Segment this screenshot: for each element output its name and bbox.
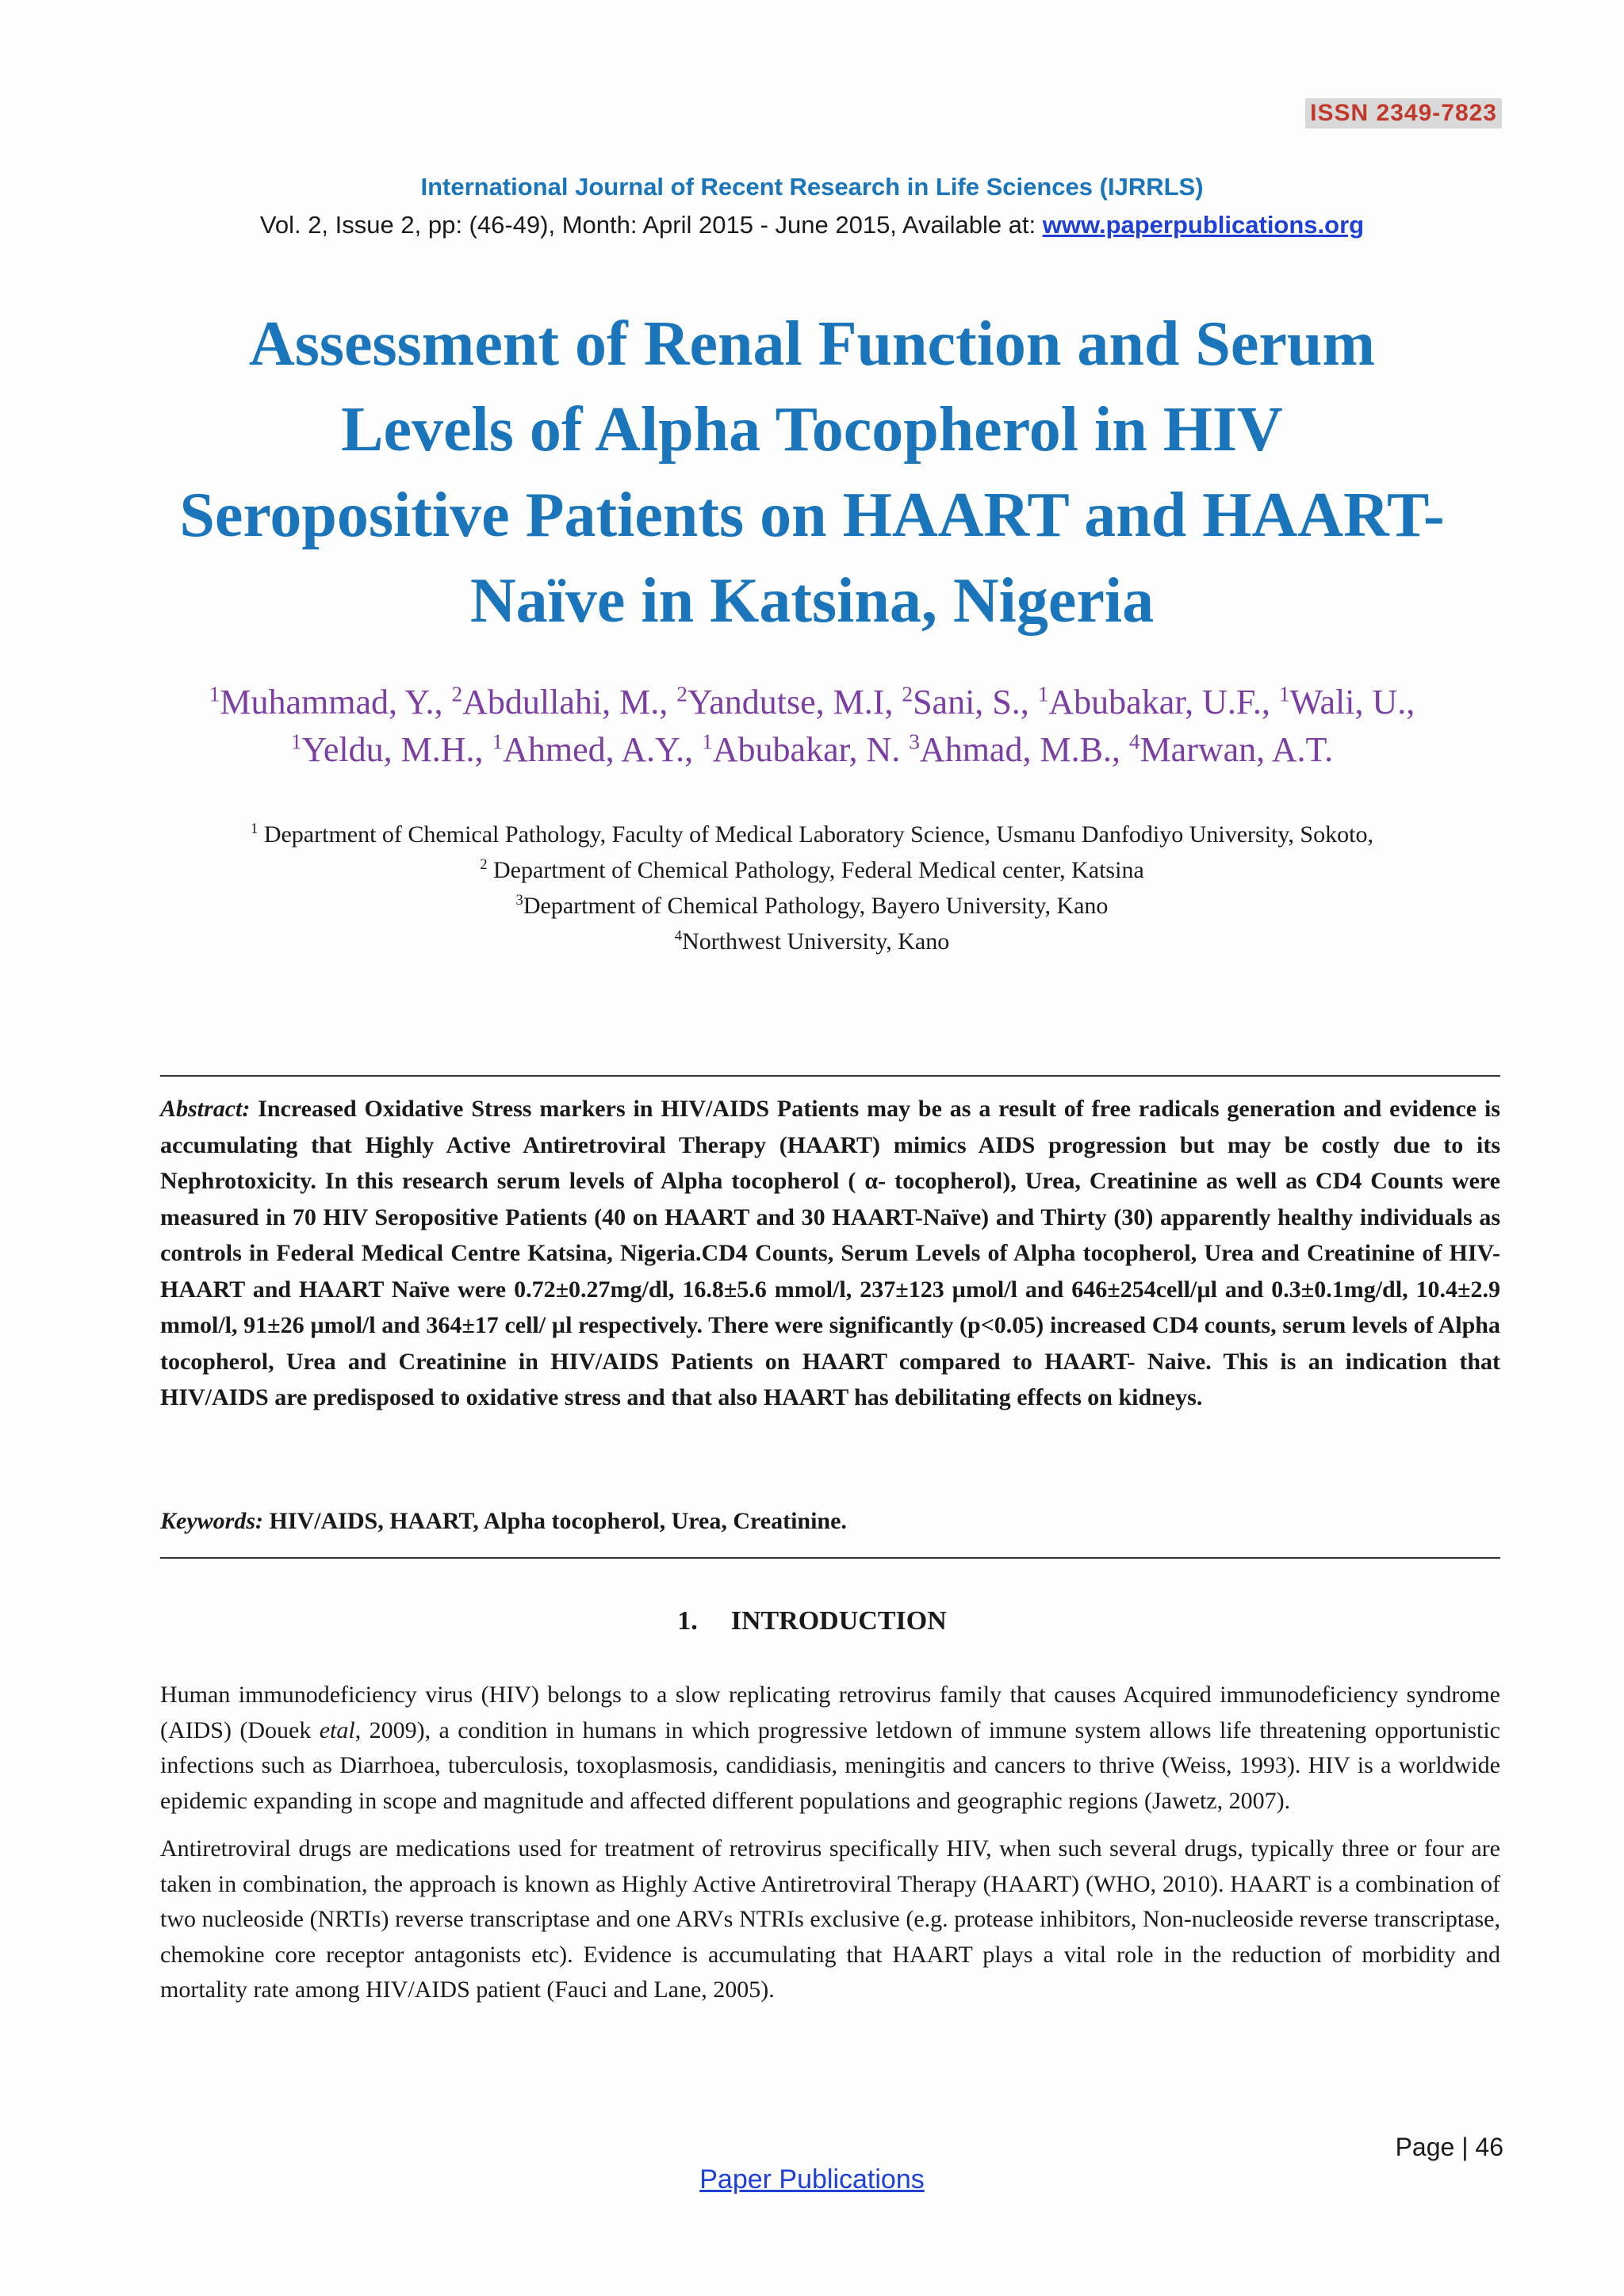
author-affil-mark: 1 — [290, 729, 302, 754]
author-affil-mark: 1 — [1037, 682, 1049, 706]
author-affil-mark: 1 — [702, 729, 713, 754]
author-name: Wali, U., — [1289, 683, 1415, 721]
author-name: Muhammad, Y., — [220, 683, 452, 721]
author-name: Ahmed, A.Y., — [503, 730, 703, 769]
author-affil-mark: 2 — [451, 682, 463, 706]
affiliation — [119, 924, 1505, 959]
affiliation-text: Department of Chemical Pathology, Federal Medical center, Katsina — [487, 857, 1144, 883]
paragraph — [160, 1678, 1500, 1819]
author-list — [119, 679, 1505, 774]
affiliation-mark: 1 — [251, 821, 259, 837]
author-affil-mark: 2 — [676, 682, 688, 706]
title-line: Naïve in Katsina, Nigeria — [469, 566, 1155, 636]
section-title: INTRODUCTION — [730, 1606, 947, 1636]
paragraph-text: , 2009), a condition in humans in which progressive letdown of immune system allows life threatening opportunistic infections such as Diarrhoea, tuberculosis, toxoplasmosis, candidiasis, meningitis and cancers to thrive (Weiss, 1993). HIV is a worldwide epidemic expanding in scope and magnitude and affected different populations and geographic regions (Jawetz, 2007). — [160, 1716, 1500, 1814]
issn-badge: ISSN 2349-7823 — [1305, 98, 1502, 128]
paper-title — [127, 301, 1497, 644]
author-name: Sani, S., — [913, 683, 1038, 721]
author-affil-mark: 2 — [902, 682, 914, 706]
author-name: Ahmad, M.B., — [919, 730, 1129, 769]
abstract-top-rule — [160, 1075, 1500, 1077]
affiliation-mark: 2 — [480, 856, 488, 873]
author-name: Yeldu, M.H., — [301, 730, 492, 769]
author-affil-mark: 1 — [1278, 682, 1290, 706]
website-link[interactable]: www.paperpublications.org — [1042, 211, 1365, 239]
publisher-link[interactable]: Paper Publications — [699, 2164, 925, 2195]
keywords-label: Keywords: — [160, 1508, 263, 1534]
keywords-text: HIV/AIDS, HAART, Alpha tocopherol, Urea, Creatinine. — [263, 1508, 847, 1534]
author-name: Yandutse, M.I, — [687, 683, 902, 721]
journal-name: International Journal of Recent Research in Life Sciences (IJRRLS) — [420, 173, 1204, 201]
section-number: 1. — [677, 1606, 698, 1636]
paragraph: Antiretroviral drugs are medications used for treatment of retrovirus specifically HIV, when such several drugs, typically three or four are taken in combination, the approach is known as Highly Active Antiretroviral Therapy (HAART) (WHO, 2010). HAART is a combination of two nucleoside (NRTIs) reverse transcriptase and one ARVs NTRIs exclusive (e.g. protease inhibitors, Non-nucleoside reverse transcriptase, chemokine core receptor antagonists etc). Evidence is accumulating that HAART plays a vital role in the reduction of morbidity and mortality rate among HIV/AIDS patient (Fauci and Lane, 2005). — [160, 1835, 1500, 2003]
author-affil-mark: 3 — [909, 729, 920, 754]
author-name: Abdullahi, M., — [462, 683, 677, 721]
author-name: Abubakar, U.F., — [1048, 683, 1279, 721]
volume-info: Vol. 2, Issue 2, pp: (46-49), Month: April 2015 - June 2015, Available at: — [259, 211, 1043, 239]
affiliation — [119, 817, 1505, 852]
author-name: Marwan, A.T. — [1139, 730, 1334, 769]
affiliation-mark: 3 — [515, 892, 523, 909]
page-number: Page | 46 — [1395, 2133, 1503, 2161]
author-line — [119, 726, 1505, 774]
paragraph-text: Human immunodeficiency virus (HIV) belongs to a slow replicating retrovirus family that causes Acquired immunodeficiency syndrome (AIDS) (Douek — [160, 1682, 1500, 1743]
keywords — [160, 1508, 1500, 1535]
author-name: Abubakar, N. — [712, 730, 910, 769]
affiliation-text: Department of Chemical Pathology, Bayero University, Kano — [523, 893, 1109, 919]
author-affil-mark: 1 — [492, 729, 504, 754]
abstract-text: Increased Oxidative Stress markers in HIV/AIDS Patients may be as a result of free radicals generation and evidence is accumulating that Highly Active Antiretroviral Therapy (HAART) mimics AIDS progression but may be costly due to its Nephrotoxicity. In this research serum levels of Alpha tocopherol ( α- tocopherol), Urea, Creatinine as well as CD4 Counts were measured in 70 HIV Seropositive Patients (40 on HAART and 30 HAART-Naïve) and Thirty (30) apparently healthy individuals as controls in Federal Medical Centre Katsina, Nigeria.CD4 Counts, Serum Levels of Alpha tocopherol, Urea and Creatinine of HIV-HAART and HAART Naïve were 0.72±0.27mg/dl, 16.8±5.6 mmol/l, 237±123 µmol/l and 646±254cell/µl and 0.3±0.1mg/dl, 10.4±2.9 mmol/l, 91±26 µmol/l and 364±17 cell/ µl respectively. There were significantly (p<0.05) increased CD4 counts, serum levels of Alpha tocopherol, Urea and Creatinine in HIV/AIDS Patients on HAART compared to HAART- Naive. This is an indication that HIV/AIDS are predisposed to oxidative stress and that also HAART has debilitating effects on kidneys. — [160, 1096, 1500, 1410]
affiliation-text: Northwest University, Kano — [682, 928, 950, 955]
title-line: Levels of Alpha Tocopherol in HIV — [341, 395, 1283, 465]
author-affil-mark: 4 — [1128, 729, 1140, 754]
title-line: Seropositive Patients on HAART and HAART- — [179, 480, 1445, 550]
title-line: Assessment of Renal Function and Serum — [248, 309, 1376, 379]
author-affil-mark: 1 — [209, 682, 220, 706]
affiliation-text: Department of Chemical Pathology, Faculty of Medical Laboratory Science, Usmanu Danfodiyo University, Sokoto, — [258, 821, 1373, 848]
affiliation-list — [119, 817, 1505, 959]
citation-emphasis: etal — [319, 1716, 355, 1743]
abstract-label: Abstract: — [160, 1096, 251, 1122]
affiliation-mark: 4 — [674, 928, 683, 944]
publisher-footer — [0, 2164, 1624, 2195]
section-heading — [0, 1606, 1624, 1636]
introduction-body — [160, 1678, 1500, 2021]
abstract-bottom-rule — [160, 1557, 1500, 1559]
author-line — [119, 679, 1505, 726]
affiliation — [119, 888, 1505, 924]
affiliation — [119, 852, 1505, 888]
volume-line — [0, 211, 1624, 239]
abstract — [160, 1091, 1500, 1416]
